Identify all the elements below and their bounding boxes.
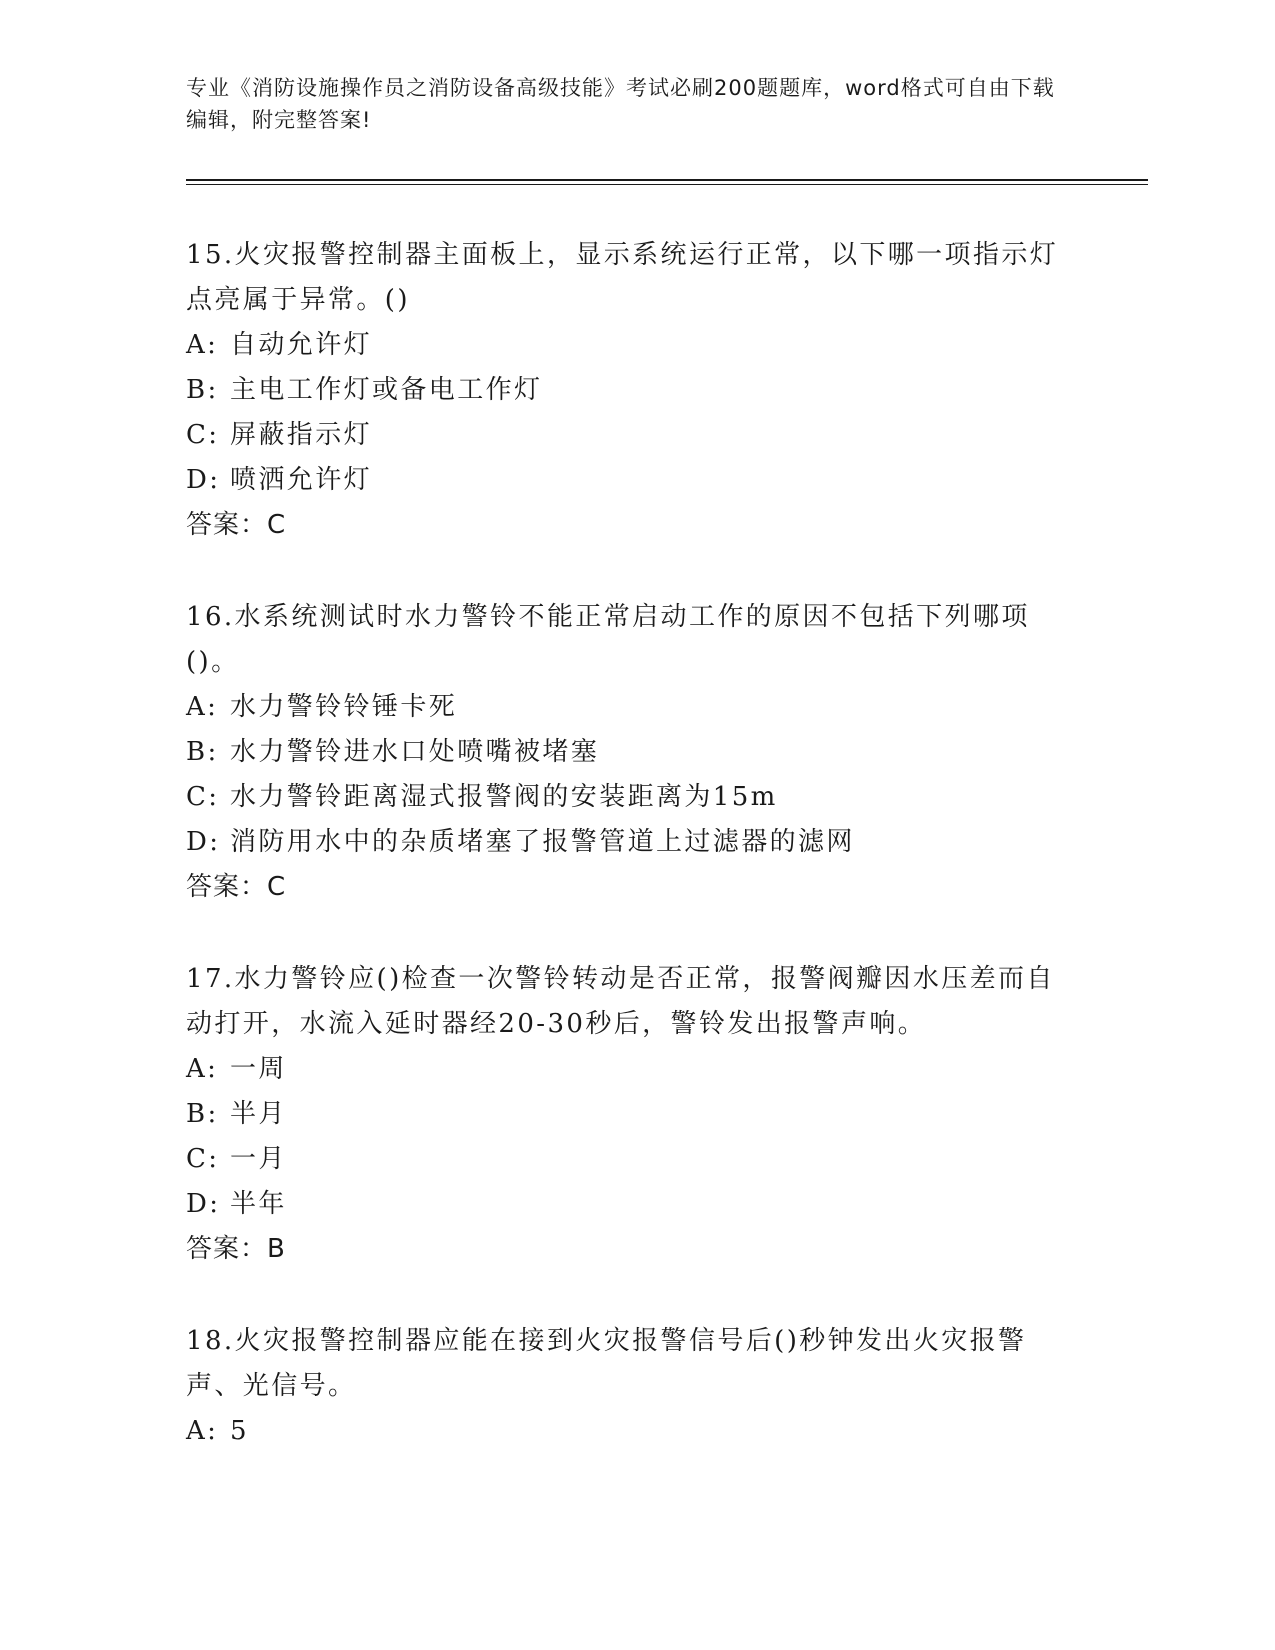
- option-text: 一月: [230, 1144, 287, 1174]
- option-letter: A:: [186, 1416, 219, 1446]
- option-a: [186, 1409, 1066, 1454]
- question-stem: 15.火灾报警控制器主面板上，显示系统运行正常，以下哪一项指示灯点亮属于异常。(): [186, 240, 1059, 315]
- option-text: 半月: [230, 1099, 287, 1129]
- option-letter: D:: [186, 1189, 221, 1219]
- question-16: [186, 595, 1066, 910]
- question-17: [186, 957, 1066, 1272]
- option-text: 屏蔽指示灯: [230, 420, 373, 450]
- question-list: [186, 233, 1066, 1501]
- option-text: 喷洒允许灯: [230, 465, 373, 495]
- option-letter: B:: [186, 1099, 219, 1129]
- option-text: 半年: [230, 1189, 287, 1219]
- option-a: [186, 1047, 1066, 1092]
- answer-label: 答案：C: [186, 510, 287, 540]
- option-letter: B:: [186, 375, 219, 405]
- option-letter: C:: [186, 782, 220, 812]
- option-text: 水力警铃进水口处喷嘴被堵塞: [230, 737, 600, 767]
- option-text: 5: [230, 1416, 249, 1446]
- option-d: [186, 458, 1066, 503]
- option-a: [186, 685, 1066, 730]
- option-letter: A:: [186, 692, 219, 722]
- option-letter: C:: [186, 1144, 220, 1174]
- header-divider: [186, 179, 1148, 185]
- option-letter: B:: [186, 737, 219, 767]
- document-header: 专业《消防设施操作员之消防设备高级技能》考试必刷200题题库，word格式可自由下载编辑，附完整答案!: [186, 76, 1055, 132]
- option-text: 消防用水中的杂质堵塞了报警管道上过滤器的滤网: [230, 827, 855, 857]
- option-text: 自动允许灯: [230, 330, 373, 360]
- option-b: [186, 1092, 1066, 1137]
- answer-label: 答案：C: [186, 872, 287, 902]
- option-d: [186, 820, 1066, 865]
- option-d: [186, 1182, 1066, 1227]
- question-15: [186, 233, 1066, 548]
- option-letter: C:: [186, 420, 220, 450]
- option-b: [186, 368, 1066, 413]
- option-b: [186, 730, 1066, 775]
- question-stem: 18.火灾报警控制器应能在接到火灾报警信号后()秒钟发出火灾报警声、光信号。: [186, 1326, 1027, 1401]
- option-text: 水力警铃铃锤卡死: [230, 692, 458, 722]
- question-stem: 16.水系统测试时水力警铃不能正常启动工作的原因不包括下列哪项()。: [186, 602, 1030, 677]
- option-c: [186, 413, 1066, 458]
- option-text: 主电工作灯或备电工作灯: [230, 375, 543, 405]
- option-a: [186, 323, 1066, 368]
- option-text: 一周: [230, 1054, 287, 1084]
- option-text: 水力警铃距离湿式报警阀的安装距离为15m: [230, 782, 778, 812]
- option-letter: A:: [186, 1054, 219, 1084]
- option-letter: D:: [186, 465, 221, 495]
- option-c: [186, 1137, 1066, 1182]
- option-c: [186, 775, 1066, 820]
- option-letter: A:: [186, 330, 219, 360]
- question-18: [186, 1319, 1066, 1454]
- answer-label: 答案：B: [186, 1234, 286, 1264]
- option-letter: D:: [186, 827, 221, 857]
- question-stem: 17.水力警铃应()检查一次警铃转动是否正常，报警阀瓣因水压差而自动打开，水流入延时器经20-30秒后，警铃发出报警声响。: [186, 964, 1055, 1039]
